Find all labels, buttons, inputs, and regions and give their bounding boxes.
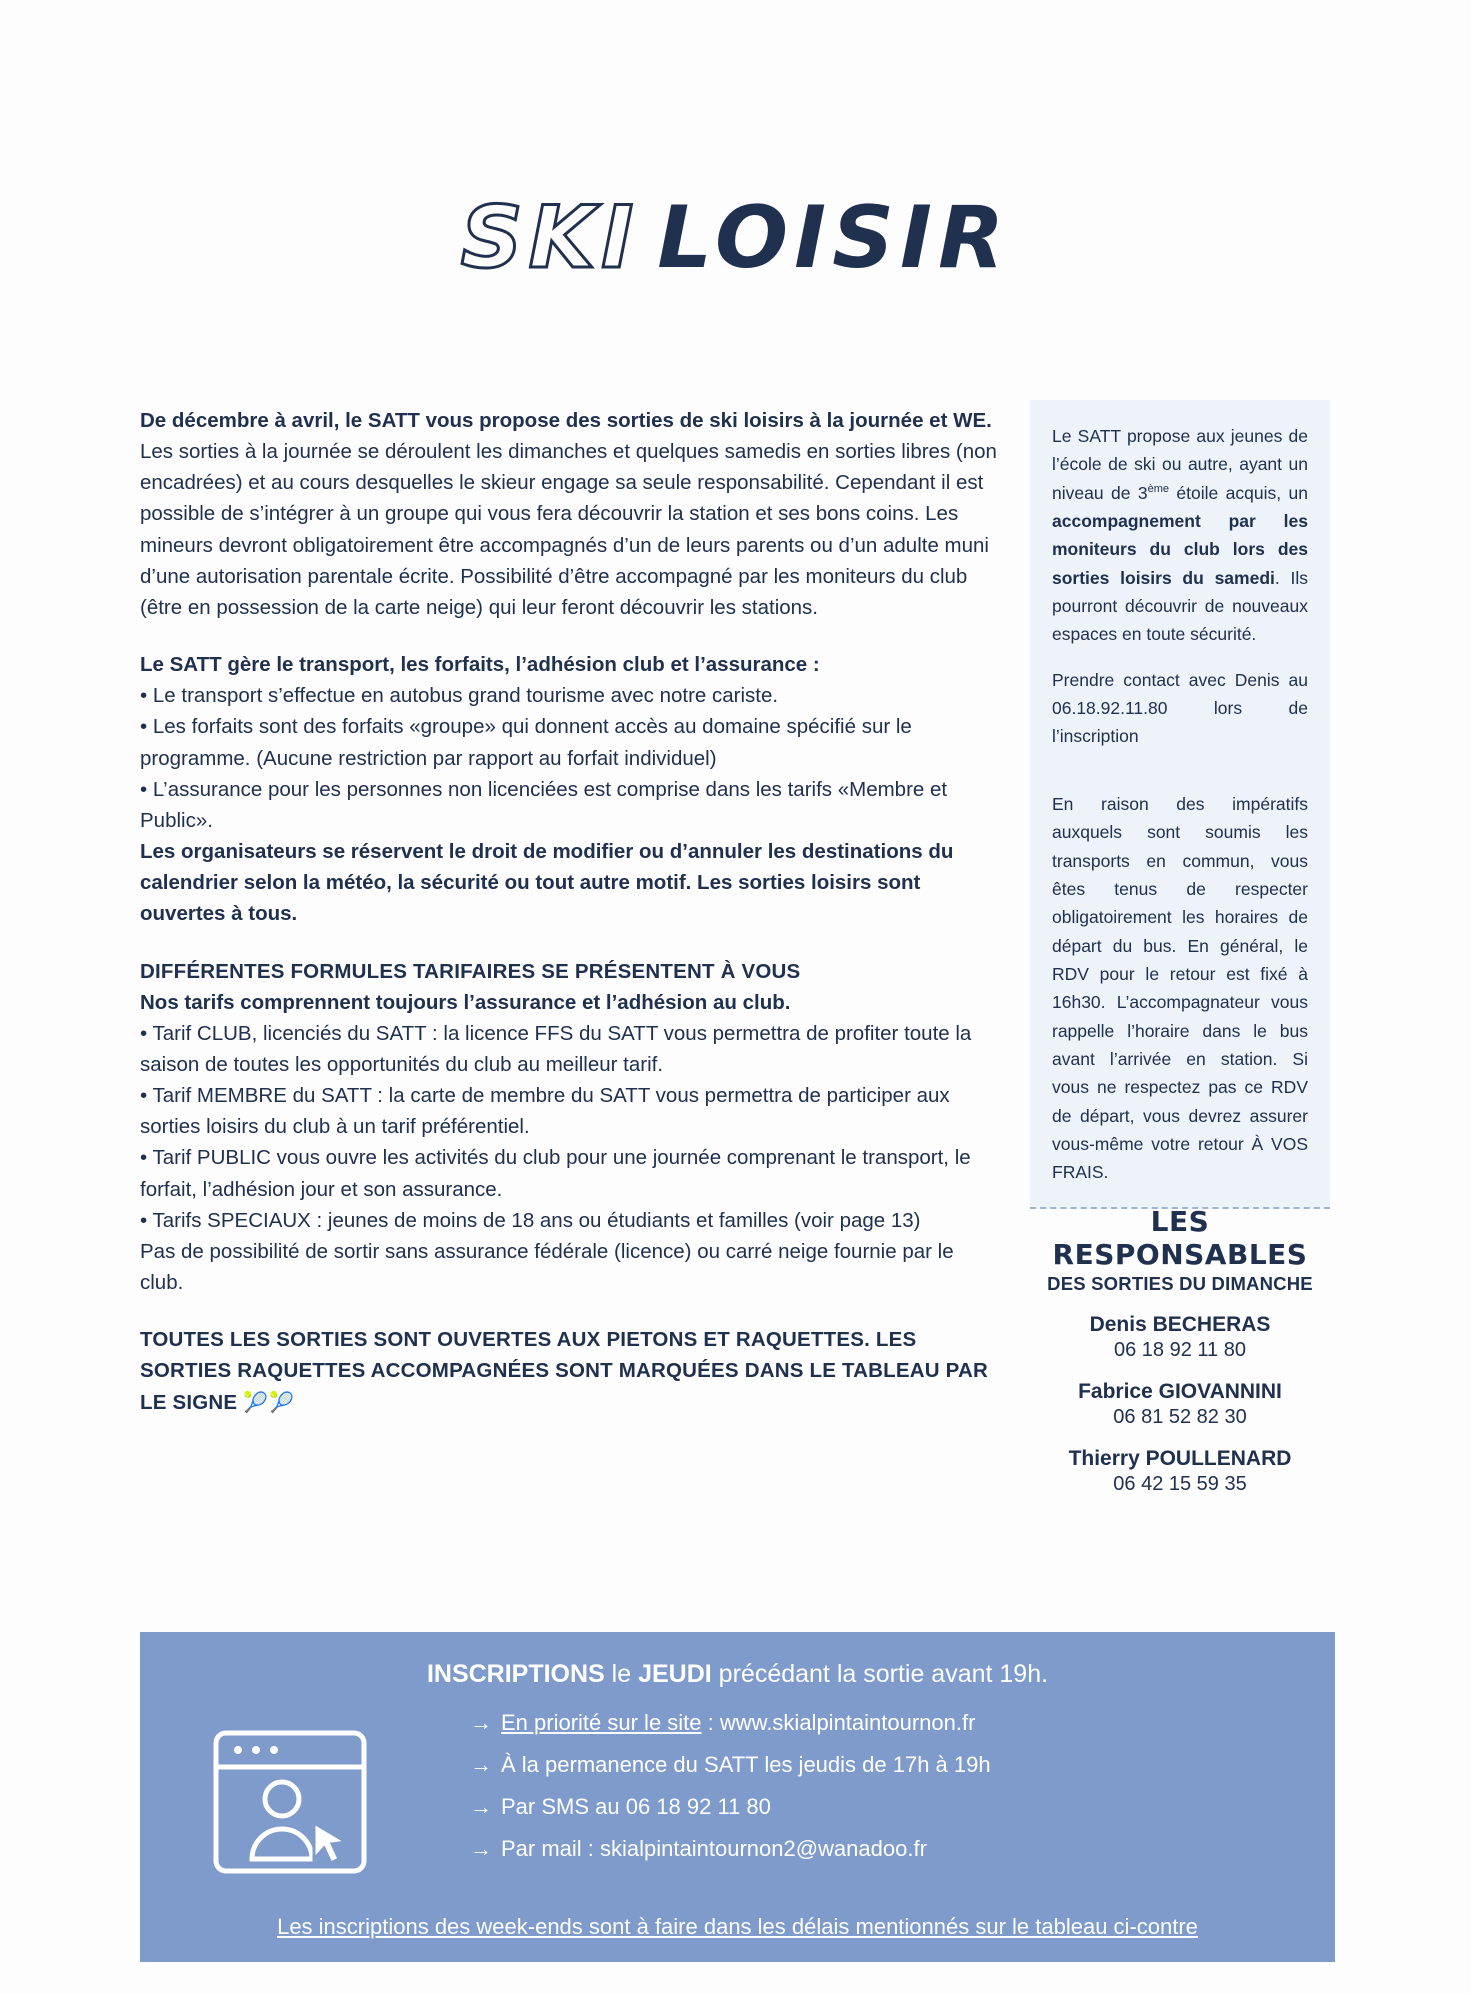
responsable-name: Fabrice GIOVANNINI [1078,1380,1282,1403]
inscriptions-title [140,1660,1335,1689]
pietons-raquettes-text: TOUTES LES SORTIES SONT OUVERTES AUX PIETONS ET RAQUETTES. LES SORTIES RAQUETTES ACCOMPAGNÉES SONT MARQUÉES DANS LE TABLEAU PAR LE SIGNE [140,1328,989,1414]
page-title-outline: SKI [460,188,640,288]
inscriptions-panel [140,1632,1335,1962]
inscription-mail-text[interactable]: Par mail : skialpintaintournon2@wanadoo.fr [501,1836,927,1861]
inscription-option-sms [470,1796,991,1818]
bullet-forfaits: • Les forfaits sont des forfaits «groupe» qui donnent accès au domaine spécifié sur le programme. (Aucune restriction par rapport au forfait individuel) [140,715,912,770]
info-box-moniteurs [1030,400,1330,773]
info-box-transport [1030,768,1330,1209]
bullet-tarif-membre: • Tarif MEMBRE du SATT : la carte de membre du SATT vous permettra de participer aux sorties loisirs du club à un tarif préférentiel. [140,1084,950,1139]
intro-heading: De décembre à avril, le SATT vous propose des sorties de ski loisirs à la journée et WE. [140,409,992,432]
responsable-phone: 06 81 52 82 30 [1113,1406,1247,1428]
assurance-note: Pas de possibilité de sortir sans assurance fédérale (licence) ou carré neige fournie par le club. [140,1239,954,1295]
inscription-permanence-text: À la permanence du SATT les jeudis de 17h à 19h [501,1752,991,1777]
responsables-subtitle: DES SORTIES DU DIMANCHE [1047,1273,1313,1294]
inscriptions-options [470,1712,991,1880]
raquette-icon: 🎾🎾 [243,1391,296,1414]
organisateurs-note: Les organisateurs se réservent le droit de modifier ou d’annuler les destinations du calendrier selon la météo, la sécurité ou tout autre motif. Les sorties loisirs sont ouvertes à tous. [140,840,954,926]
transport-heading: Le SATT gère le transport, les forfaits, l’adhésion club et l’assurance : [140,653,820,677]
inscriptions-title-day: JEUDI [638,1660,712,1688]
inscriptions-title-thin: le [604,1660,639,1688]
arrow-icon: → [470,1710,492,1735]
responsable-name: Denis BECHERAS [1089,1313,1271,1336]
moniteurs-text-bold: accompagnement par les moniteurs du club lors des sorties loisirs du samedi [1052,511,1308,588]
moniteurs-text-c: . Ils pourront découvrir de nouveaux espaces en toute sécurité. [1052,567,1308,645]
info-box-transport-text: En raison des impératifs auxquels sont soumis les transports en commun, vous êtes tenus de respecter obligatoirement les horaires de départ du bus. En général, le RDV pour le retour est fixé à 16h30. L’accompagnateur vous rappelle l’horaire dans le bus avant l’arrivée en station. Si vous ne respectez pas ce RDV de départ, vous devrez assurer vous-même votre retour À VOS FRAIS. [1052,794,1308,1183]
main-text-column [140,405,1000,1418]
responsable-phone: 06 18 92 11 80 [1114,1339,1246,1361]
responsable-name: Thierry POULLENARD [1068,1447,1292,1470]
inscription-sms-text: Par SMS au 06 18 92 11 80 [501,1794,771,1819]
inscription-site-link[interactable]: En priorité sur le site [501,1710,702,1735]
inscription-site-url: : www.skialpintaintournon.fr [701,1710,976,1735]
responsable-phone: 06 42 15 59 35 [1113,1473,1247,1495]
inscription-option-permanence [470,1754,991,1776]
moniteurs-text-a: Le SATT propose aux jeunes de l’école de ski ou autre, ayant un niveau de 3 [1052,426,1308,503]
pietons-raquettes-note [140,1324,1000,1418]
bullet-tarif-public: • Tarif PUBLIC vous ouvre les activités du club pour une journée comprenant le transport, le forfait, l’adhésion jour et son assurance. [140,1146,971,1201]
bullet-transport: • Le transport s’effectue en autobus grand tourisme avec notre cariste. [140,684,779,708]
bullet-tarif-club: • Tarif CLUB, licenciés du SATT : la licence FFS du SATT vous permettra de profiter toute la saison de toutes les opportunités du club au meilleur tarif. [140,1021,972,1076]
info-box-moniteurs-paragraph [1052,422,1308,649]
info-box-moniteurs-contact: Prendre contact avec Denis au 06.18.92.11.80 lors de l’inscription [1052,669,1308,747]
page-title [0,188,1471,288]
inscriptions-title-rest: précédant la sortie avant 19h. [711,1660,1049,1688]
page-title-solid: LOISIR [657,188,1011,288]
inscriptions-footer-note: Les inscriptions des week-ends sont à faire dans les délais mentionnés sur le tableau ci-contre [277,1914,1198,1939]
bullet-tarifs-speciaux: • Tarifs SPECIAUX : jeunes de moins de 18 ans ou étudiants et familles (voir page 13) [140,1208,921,1232]
formules-subheading: Nos tarifs comprennent toujours l’assurance et l’adhésion au club. [140,990,791,1014]
arrow-icon: → [470,1794,492,1819]
bullet-assurance: • L’assurance pour les personnes non licenciées est comprise dans les tarifs «Membre et Public». [140,777,948,832]
inscriptions-title-word: INSCRIPTIONS [426,1660,605,1688]
moniteurs-sup: ème [1147,482,1169,495]
responsables-title: LES RESPONSABLES [1052,1205,1308,1271]
arrow-icon: → [470,1752,492,1777]
inscription-option-mail[interactable] [470,1838,991,1860]
arrow-icon: → [470,1836,492,1861]
responsables-block [1030,1205,1330,1496]
registration-form-icon [210,1727,370,1882]
formules-heading: DIFFÉRENTES FORMULES TARIFAIRES SE PRÉSENTENT À VOUS [140,959,801,983]
inscription-option-site[interactable] [470,1712,991,1734]
intro-body: Les sorties à la journée se déroulent les dimanches et quelques samedis en sorties libres (non encadrées) et au cours desquelles le skieur engage sa seule responsabilité. Cependant il est possible de s’intégrer à un groupe qui vous fera découvrir la station et ses bons coins. Les mineurs devront obligatoirement être accompagnés d’un de leurs parents ou d’un adulte muni d’une autorisation parentale écrite. Possibilité d’être accompagné par les moniteurs du club (être en possession de la carte neige) qui leur feront découvrir les stations. [140,440,997,619]
moniteurs-text-b: étoile acquis, un [1169,482,1308,503]
